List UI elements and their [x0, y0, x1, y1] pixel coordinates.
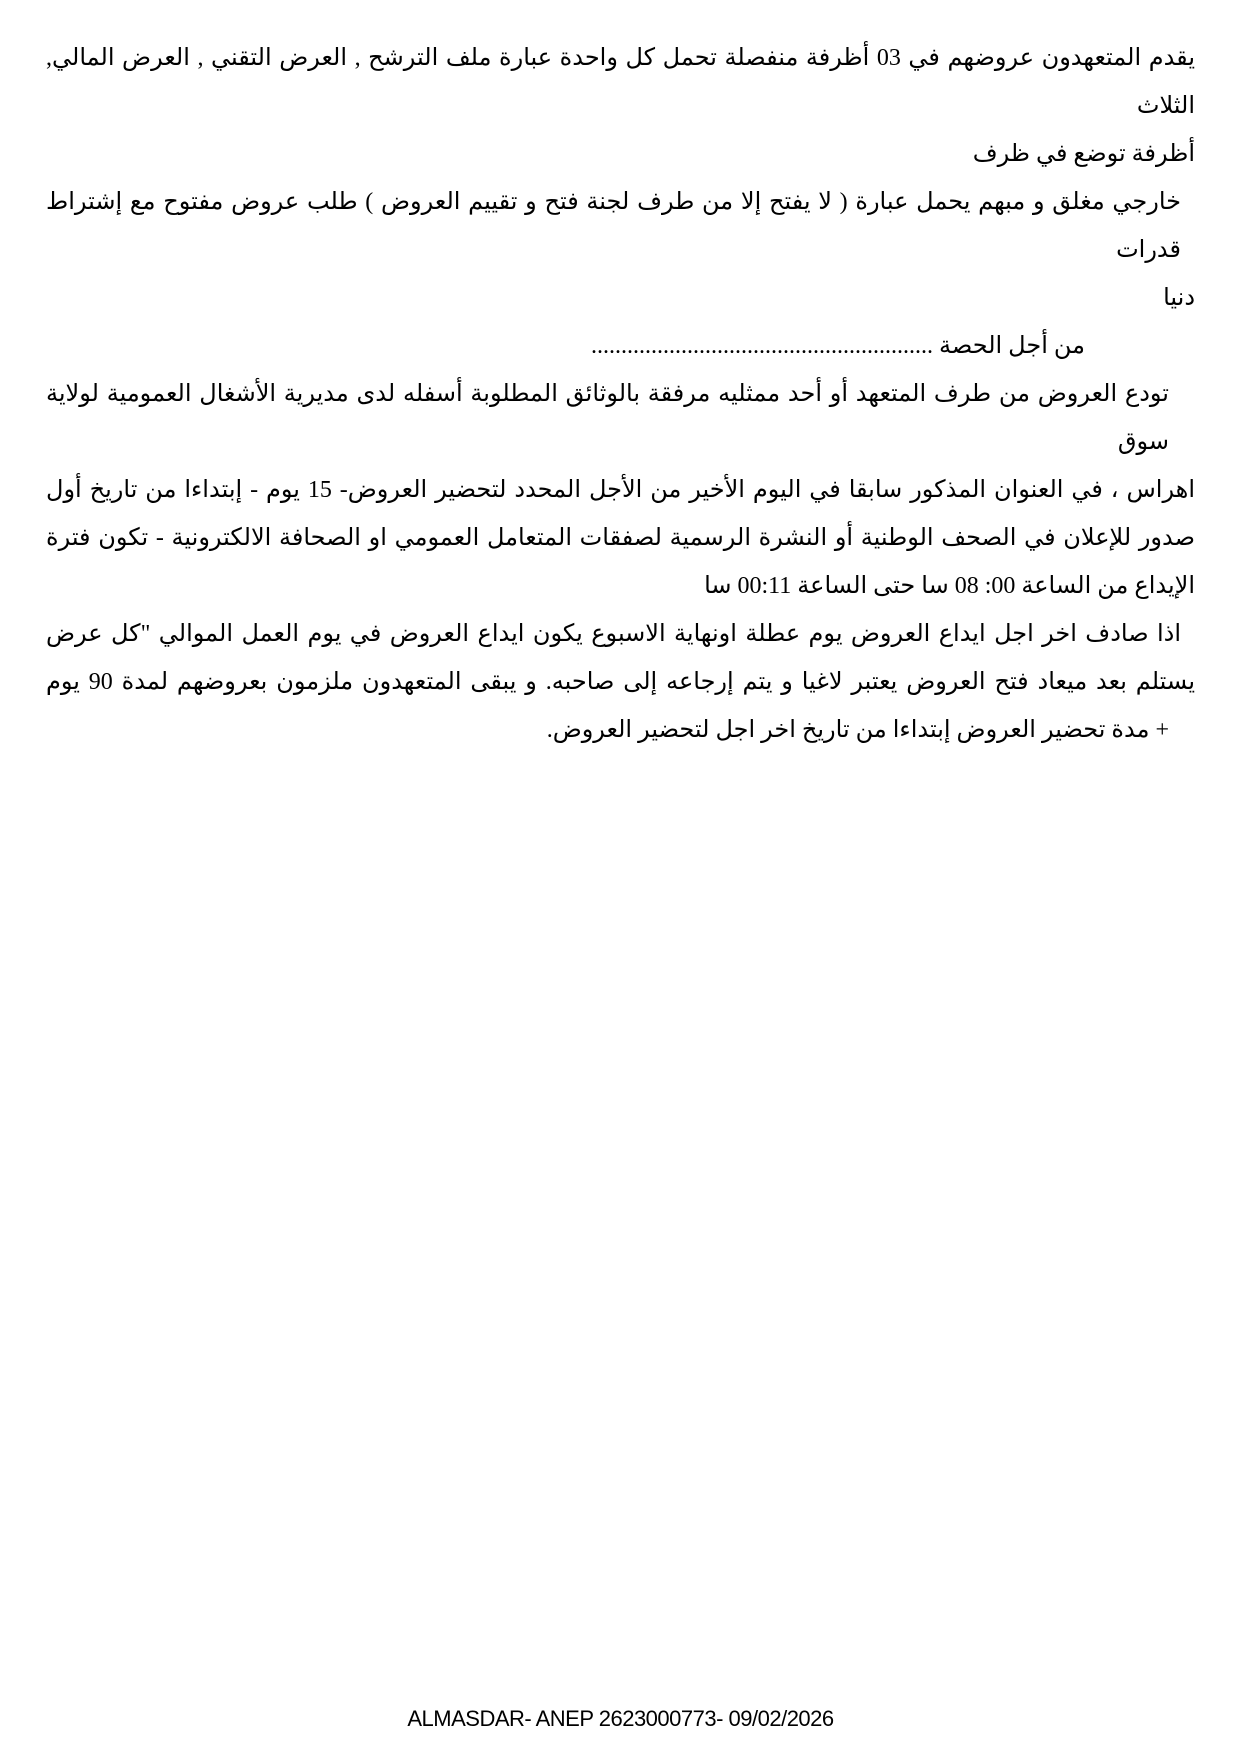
lot-dotted-line: من أجل الحصة ......................................................... [591, 333, 1085, 359]
text-line: اهراس ، في العنوان المذكور سابقا في اليوم الأخير من الأجل المحدد لتحضير العروض- 15 يوم - إبتداءا من تاريخ أول [46, 477, 1196, 503]
anep-footer-reference: ALMASDAR- ANEP 2623000773- 09/02/2026 [407, 1706, 834, 1731]
text-line: + مدة تحضير العروض إبتداءا من تاريخ اخر اجل لتحضير العروض. [546, 717, 1169, 743]
text-line: يستلم بعد ميعاد فتح العروض يعتبر لاغيا و يتم إرجاعه إلى صاحبه. و يبقى المتعهدون ملزمون بعروضهم لمدة 90 يوم [46, 669, 1195, 695]
text-line: الإيداع من الساعة 00: 08 سا حتى الساعة 00:11 سا [704, 573, 1195, 599]
document-body [0, 0, 1241, 754]
text-line: خارجي مغلق و مبهم يحمل عبارة ( لا يفتح إلا من طرف لجنة فتح و تقييم العروض ) طلب عروض مفتوح مع إشتراط قدرات [46, 189, 1181, 263]
text-line: اذا صادف اخر اجل ايداع العروض يوم عطلة اونهاية الاسبوع يكون ايداع العروض في يوم العمل الموالي "كل عرض [46, 621, 1182, 647]
text-line: أظرفة توضع في ظرف [972, 141, 1195, 167]
text-line: يقدم المتعهدون عروضهم في 03 أظرفة منفصلة تحمل كل واحدة عبارة ملف الترشح , العرض التقني , العرض المالي, الثلاث [46, 45, 1195, 119]
text-line: تودع العروض من طرف المتعهد أو أحد ممثليه مرفقة بالوثائق المطلوبة أسفله لدى مديرية الأشغال العمومية لولاية سوق [46, 381, 1169, 455]
text-line: دنيا [1163, 285, 1195, 311]
text-line: صدور للإعلان في الصحف الوطنية أو النشرة الرسمية لصفقات المتعامل العمومي او الصحافة الالكترونية - تكون فترة [46, 525, 1195, 551]
